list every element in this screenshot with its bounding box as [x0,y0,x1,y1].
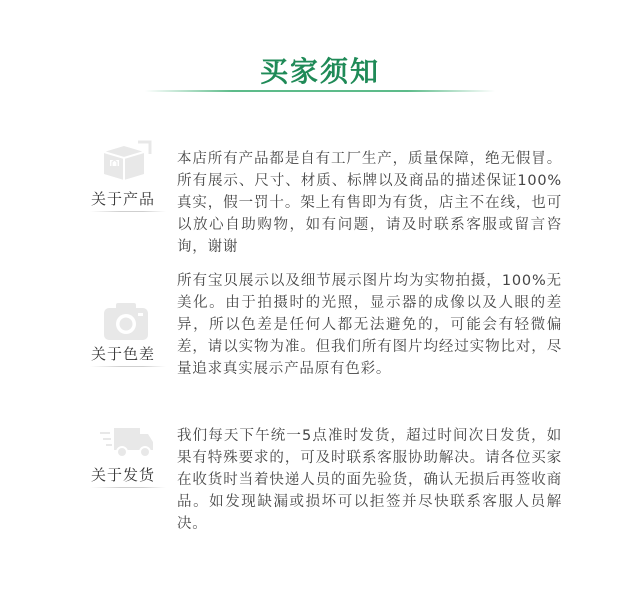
section-text: 我们每天下午统一5点准时发货，超过时间次日发货，如果有特殊要求的，可及时联系客服协助解决。请各位买家在收货时当着快递人员的面先验货，确认无损后再签收商品。如发现缺漏或损坏可以拒签并尽快联系客服人员解决。 [177,428,562,532]
title-divider [145,90,495,92]
delivery-truck-icon [98,420,154,464]
section-label: 关于产品 [91,190,156,208]
page-title: 买家须知 [259,55,380,88]
section-label: 关于色差 [91,345,156,363]
section-text: 本店所有产品都是自有工厂生产，质量保障，绝无假冒。所有展示、尺寸、材质、标牌以及商品的描述保证100%真实，假一罚十。架上有售即为有货，店主不在线，也可以放心自助购物，如有问题，请及时联系客服或留言咨询，谢谢 [177,151,562,255]
section-text: 所有宝贝展示以及细节展示图片均为实物拍摄，100%无美化。由于拍摄时的光照，显示器的成像以及人眼的差异，所以色差是任何人都无法避免的，可能会有轻微偏差，请以实物为准。但我们所有图片均经过实物比对，尽量追求真实展示产品原有色彩。 [177,273,562,377]
camera-icon [98,300,154,344]
label-underline [90,366,166,367]
label-underline [90,211,166,212]
product-box-icon [98,138,154,182]
label-underline [90,487,166,488]
section-label: 关于发货 [91,466,156,484]
